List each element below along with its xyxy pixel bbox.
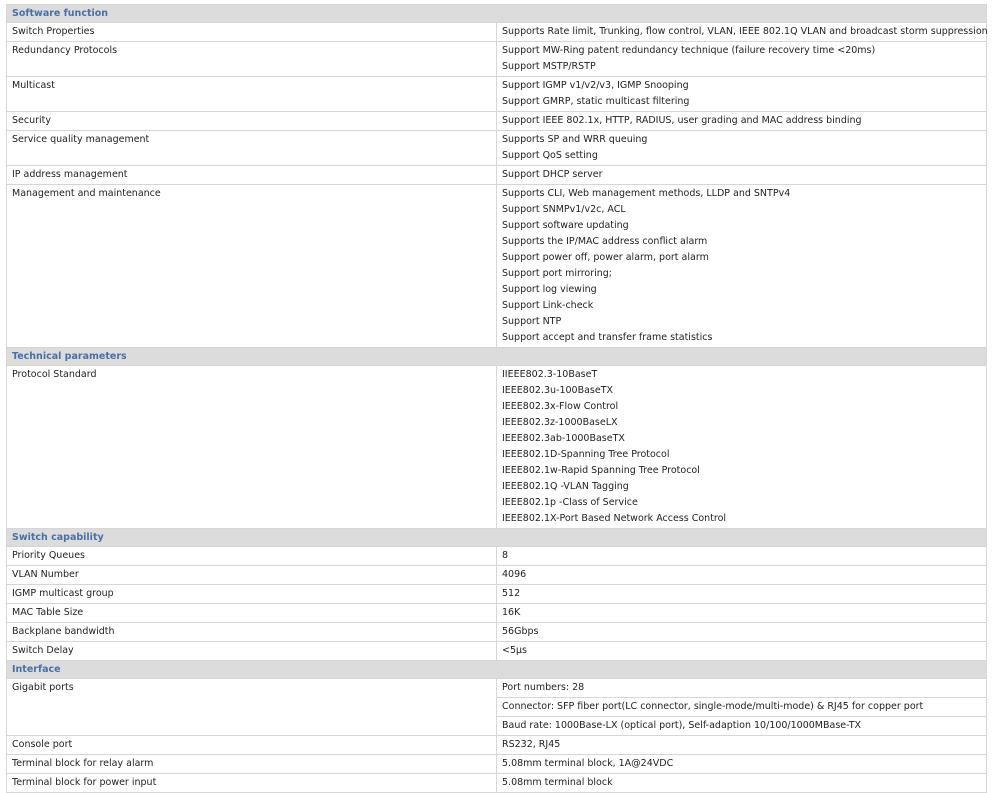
spec-label: Terminal block for relay alarm [7, 755, 497, 774]
spec-value: RS232, RJ45 [502, 739, 561, 750]
spec-value: Supports CLI, Web management methods, LLDP and SNTPv4 [502, 188, 791, 199]
spec-value: Support accept and transfer frame statistics [502, 332, 713, 343]
spec-row [7, 366, 987, 529]
spec-label: Security [7, 112, 497, 131]
spec-value: 512 [502, 588, 521, 599]
spec-value-cell [497, 77, 987, 112]
spec-label: Gigabit ports [7, 679, 497, 736]
spec-value: IEEE802.1X-Port Based Network Access Control [502, 513, 727, 524]
spec-value: Support IEEE 802.1x, HTTP, RADIUS, user grading and MAC address binding [502, 115, 862, 126]
section-header-row [7, 529, 987, 547]
spec-value: IEEE802.1p -Class of Service [502, 497, 638, 508]
spec-row [7, 42, 987, 77]
spec-label: Management and maintenance [7, 185, 497, 348]
spec-label: IGMP multicast group [7, 585, 497, 604]
spec-label: Multicast [7, 77, 497, 112]
spec-value: Support QoS setting [502, 150, 598, 161]
spec-value: Support NTP [502, 316, 562, 327]
spec-value: Support IGMP v1/v2/v3, IGMP Snooping [502, 80, 689, 91]
spec-value: Baud rate: 1000Base-LX (optical port), Self-adaption 10/100/1000MBase-TX [502, 720, 862, 731]
spec-value: Support software updating [502, 220, 629, 231]
spec-value: IEEE802.3u-100BaseTX [502, 385, 614, 396]
spec-value: 4096 [502, 569, 527, 580]
spec-row [7, 23, 987, 42]
spec-label: Terminal block for power input [7, 774, 497, 793]
section-title: Switch capability [7, 529, 987, 547]
spec-value: 8 [502, 550, 509, 561]
spec-value: Support MW-Ring patent redundancy technique (failure recovery time <20ms) [502, 45, 876, 56]
spec-value: Supports the IP/MAC address conflict alarm [502, 236, 708, 247]
spec-value: Support MSTP/RSTP [502, 61, 596, 72]
spec-value-cell [497, 736, 987, 755]
spec-value: IEEE802.1Q -VLAN Tagging [502, 481, 629, 492]
spec-value: 5.08mm terminal block [502, 777, 613, 788]
spec-value: Support GMRP, static multicast filtering [502, 96, 690, 107]
spec-value: <5μs [502, 645, 527, 656]
spec-value-cell [497, 366, 987, 529]
section-header-row [7, 348, 987, 366]
spec-value: Supports SP and WRR queuing [502, 134, 648, 145]
spec-row [7, 642, 987, 661]
spec-value-cell [497, 547, 987, 566]
spec-value-cell [497, 185, 987, 348]
spec-value-cell [497, 755, 987, 774]
spec-value: 16K [502, 607, 521, 618]
spec-value-cell [497, 131, 987, 166]
spec-label: Redundancy Protocols [7, 42, 497, 77]
spec-label: Backplane bandwidth [7, 623, 497, 642]
spec-row [7, 774, 987, 793]
spec-label: Console port [7, 736, 497, 755]
spec-value-cell [497, 566, 987, 585]
spec-value: Support Link-check [502, 300, 594, 311]
section-title: Software function [7, 5, 987, 23]
spec-value-cell [497, 774, 987, 793]
spec-value-cell [497, 604, 987, 623]
spec-row [7, 547, 987, 566]
spec-value-cell [497, 679, 987, 736]
spec-label: IP address management [7, 166, 497, 185]
spec-value-cell [497, 642, 987, 661]
spec-value-cell [497, 585, 987, 604]
spec-value: Connector: SFP fiber port(LC connector, single-mode/multi-mode) & RJ45 for copper port [497, 698, 986, 717]
spec-value: Port numbers: 28 [497, 679, 986, 698]
spec-value: Support power off, power alarm, port alarm [502, 252, 709, 263]
spec-label: Priority Queues [7, 547, 497, 566]
spec-value: IEEE802.3x-Flow Control [502, 401, 619, 412]
spec-label: Protocol Standard [7, 366, 497, 529]
spec-row [7, 77, 987, 112]
spec-table [6, 4, 987, 793]
spec-value-cell [497, 42, 987, 77]
spec-value-cell [497, 112, 987, 131]
section-header-row [7, 661, 987, 679]
spec-row [7, 755, 987, 774]
spec-value: Support DHCP server [502, 169, 603, 180]
spec-row [7, 112, 987, 131]
spec-value: Support SNMPv1/v2c, ACL [502, 204, 626, 215]
spec-row [7, 185, 987, 348]
section-title: Interface [7, 661, 987, 679]
spec-value: 5.08mm terminal block, 1A@24VDC [502, 758, 674, 769]
spec-value: Supports Rate limit, Trunking, flow control, VLAN, IEEE 802.1Q VLAN and broadcast storm suppression [502, 26, 988, 37]
spec-table-body [7, 5, 987, 793]
spec-row [7, 166, 987, 185]
spec-label: Switch Properties [7, 23, 497, 42]
spec-row [7, 566, 987, 585]
spec-row [7, 679, 987, 736]
spec-row [7, 623, 987, 642]
spec-row [7, 604, 987, 623]
spec-value: IEEE802.3ab-1000BaseTX [502, 433, 625, 444]
spec-value: Support log viewing [502, 284, 597, 295]
spec-value: IIEEE802.3-10BaseT [502, 369, 598, 380]
spec-label: Service quality management [7, 131, 497, 166]
spec-row [7, 736, 987, 755]
spec-row [7, 131, 987, 166]
spec-label: MAC Table Size [7, 604, 497, 623]
section-title: Technical parameters [7, 348, 987, 366]
spec-value-cell [497, 23, 987, 42]
spec-value: 56Gbps [502, 626, 539, 637]
spec-value: Support port mirroring; [502, 268, 613, 279]
spec-label: Switch Delay [7, 642, 497, 661]
spec-value: IEEE802.3z-1000BaseLX [502, 417, 618, 428]
spec-row [7, 585, 987, 604]
spec-value: IEEE802.1D-Spanning Tree Protocol [502, 449, 670, 460]
section-header-row [7, 5, 987, 23]
spec-value-cell [497, 166, 987, 185]
spec-label: VLAN Number [7, 566, 497, 585]
spec-value: IEEE802.1w-Rapid Spanning Tree Protocol [502, 465, 700, 476]
spec-value-cell [497, 623, 987, 642]
